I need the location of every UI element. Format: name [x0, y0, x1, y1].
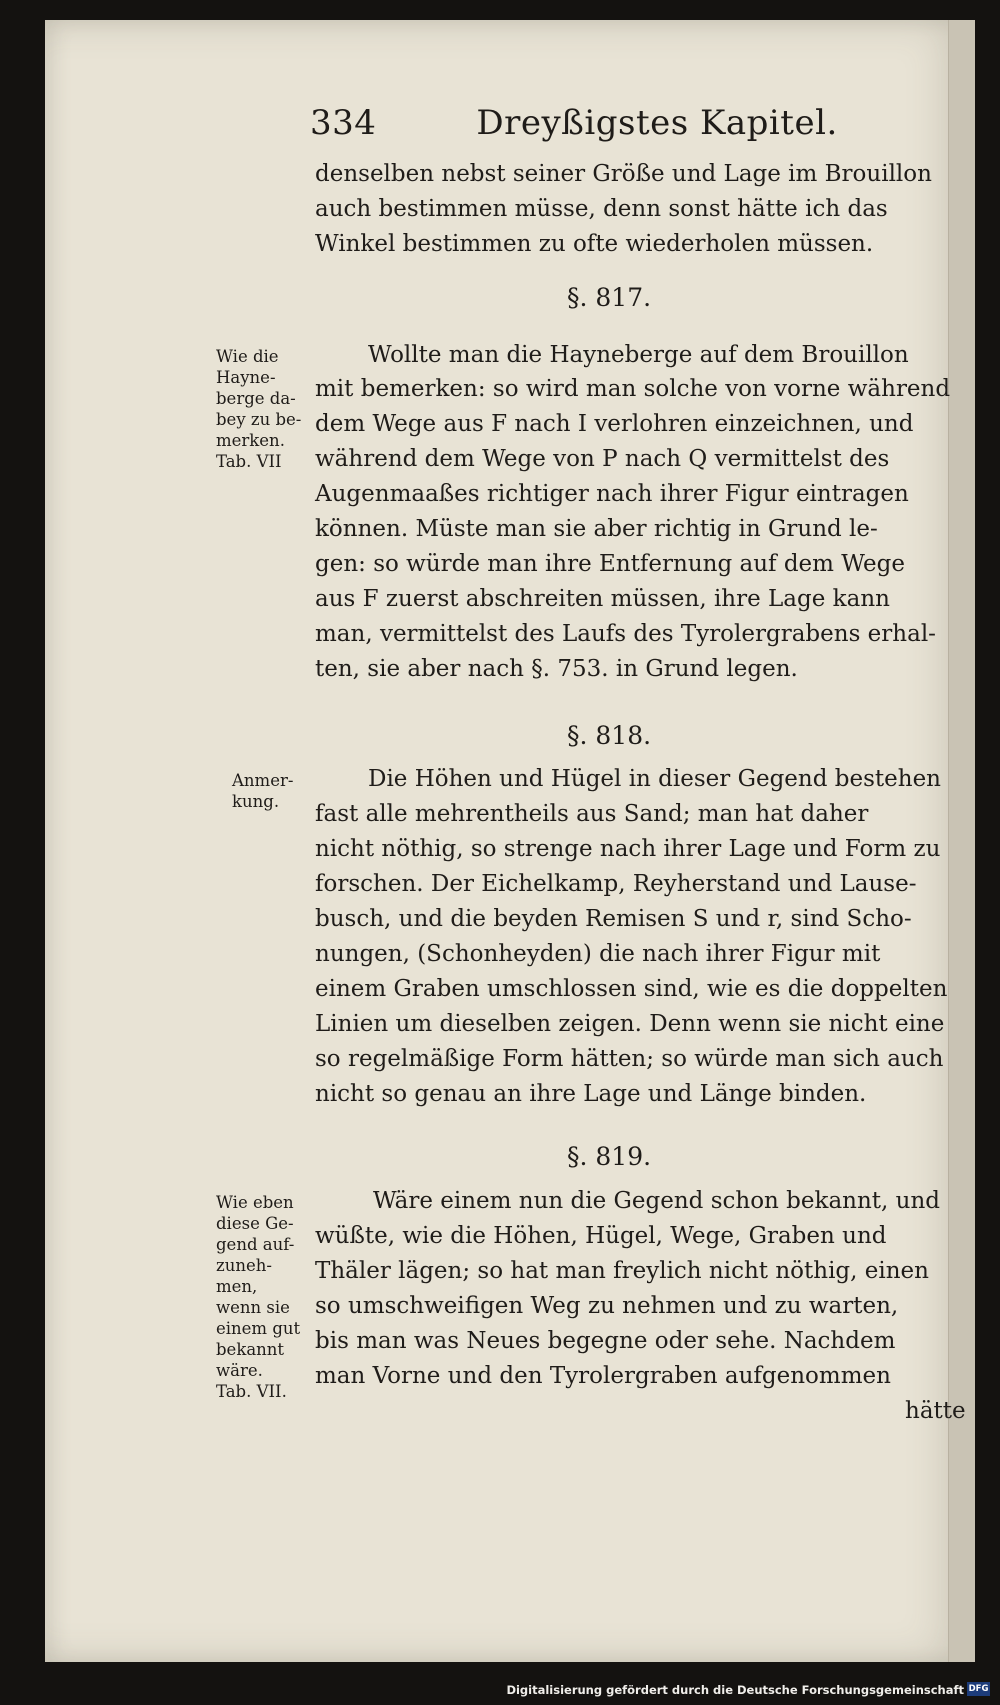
- text-line: Wollte man die Hayneberge auf dem Brouillon: [368, 342, 909, 368]
- margin-note-line: wäre.: [216, 1361, 263, 1380]
- text-line: Augenmaaßes richtiger nach ihrer Figur eintragen: [315, 481, 909, 507]
- margin-note-line: bey zu be-: [216, 410, 302, 429]
- page-number: 334: [310, 103, 377, 143]
- margin-note-line: Tab. VII: [216, 452, 282, 471]
- text-line: mit bemerken: so wird man solche von vorne während: [315, 376, 951, 402]
- text-line: Wäre einem nun die Gegend schon bekannt, und: [373, 1188, 940, 1214]
- text-line: forschen. Der Eichelkamp, Reyherstand und Lause-: [315, 871, 917, 897]
- margin-note-line: Anmer-: [232, 771, 294, 790]
- margin-note-line: bekannt: [216, 1340, 285, 1359]
- margin-note-line: zuneh-: [216, 1256, 272, 1275]
- text-line: nicht nöthig, so strenge nach ihrer Lage und Form zu: [315, 836, 941, 862]
- section-heading: §. 819.: [567, 1142, 652, 1171]
- text-line: so regelmäßige Form hätten; so würde man sich auch: [315, 1046, 944, 1072]
- margin-note-line: diese Ge-: [216, 1214, 294, 1233]
- text-line: aus F zuerst abschreiten müssen, ihre Lage kann: [315, 586, 890, 612]
- margin-note-line: men,: [216, 1277, 258, 1296]
- text-line: Thäler lägen; so hat man freylich nicht nöthig, einen: [315, 1258, 929, 1284]
- margin-note-line: kung.: [232, 792, 280, 811]
- text-line: während dem Wege von P nach Q vermittelst des: [315, 446, 890, 472]
- funding-credit: Digitalisierung gefördert durch die Deutsche Forschungsgemeinschaft: [506, 1683, 964, 1697]
- margin-note-line: einem gut: [216, 1319, 301, 1338]
- running-header: [310, 103, 838, 143]
- text-line: einem Graben umschlossen sind, wie es die doppelten: [315, 976, 948, 1002]
- text-line: fast alle mehrentheils aus Sand; man hat daher: [315, 801, 869, 827]
- margin-note-line: Wie die: [216, 347, 279, 366]
- text-line: ten, sie aber nach §. 753. in Grund legen.: [315, 656, 798, 682]
- margin-note-line: gend auf-: [216, 1235, 295, 1254]
- text-line: dem Wege aus F nach I verlohren einzeichnen, und: [315, 411, 914, 437]
- text-line: auch bestimmen müsse, denn sonst hätte ich das: [315, 196, 888, 222]
- margin-note-line: Tab. VII.: [216, 1382, 287, 1401]
- text-line: man, vermittelst des Laufs des Tyrolergrabens erhal-: [315, 621, 936, 647]
- text-line: nicht so genau an ihre Lage und Länge binden.: [315, 1081, 867, 1107]
- margin-note-line: berge da-: [216, 389, 296, 408]
- margin-note-line: merken.: [216, 431, 285, 450]
- margin-note: [232, 770, 332, 812]
- section-heading: §. 817.: [567, 283, 652, 312]
- margin-note-line: wenn sie: [216, 1298, 290, 1317]
- text-line: gen: so würde man ihre Entfernung auf dem Wege: [315, 551, 905, 577]
- text-line: bis man was Neues begegne oder sehe. Nachdem: [315, 1328, 896, 1354]
- text-line: können. Müste man sie aber richtig in Grund le-: [315, 516, 878, 542]
- margin-note: [216, 1192, 316, 1402]
- running-title: Dreyßigstes Kapitel.: [476, 103, 838, 143]
- text-line: so umschweifigen Weg zu nehmen und zu warten,: [315, 1293, 899, 1319]
- text-line: man Vorne und den Tyrolergraben aufgenommen: [315, 1363, 891, 1389]
- text-line: wüßte, wie die Höhen, Hügel, Wege, Graben und: [315, 1223, 887, 1249]
- text-line: busch, und die beyden Remisen S und r, sind Scho-: [315, 906, 912, 932]
- text-line: Winkel bestimmen zu ofte wiederholen müssen.: [315, 231, 874, 257]
- catchword: hätte: [905, 1398, 966, 1424]
- dfg-logo: DFG: [968, 1684, 989, 1694]
- text-line: denselben nebst seiner Größe und Lage im Brouillon: [315, 161, 932, 187]
- text-line: nungen, (Schonheyden) die nach ihrer Figur mit: [315, 941, 881, 967]
- section-heading: §. 818.: [567, 721, 652, 750]
- margin-note-line: Hayne-: [216, 368, 276, 387]
- margin-note: [216, 346, 316, 472]
- text-line: Linien um dieselben zeigen. Denn wenn sie nicht eine: [315, 1011, 945, 1037]
- margin-note-line: Wie eben: [216, 1193, 294, 1212]
- text-line: Die Höhen und Hügel in dieser Gegend bestehen: [368, 766, 941, 792]
